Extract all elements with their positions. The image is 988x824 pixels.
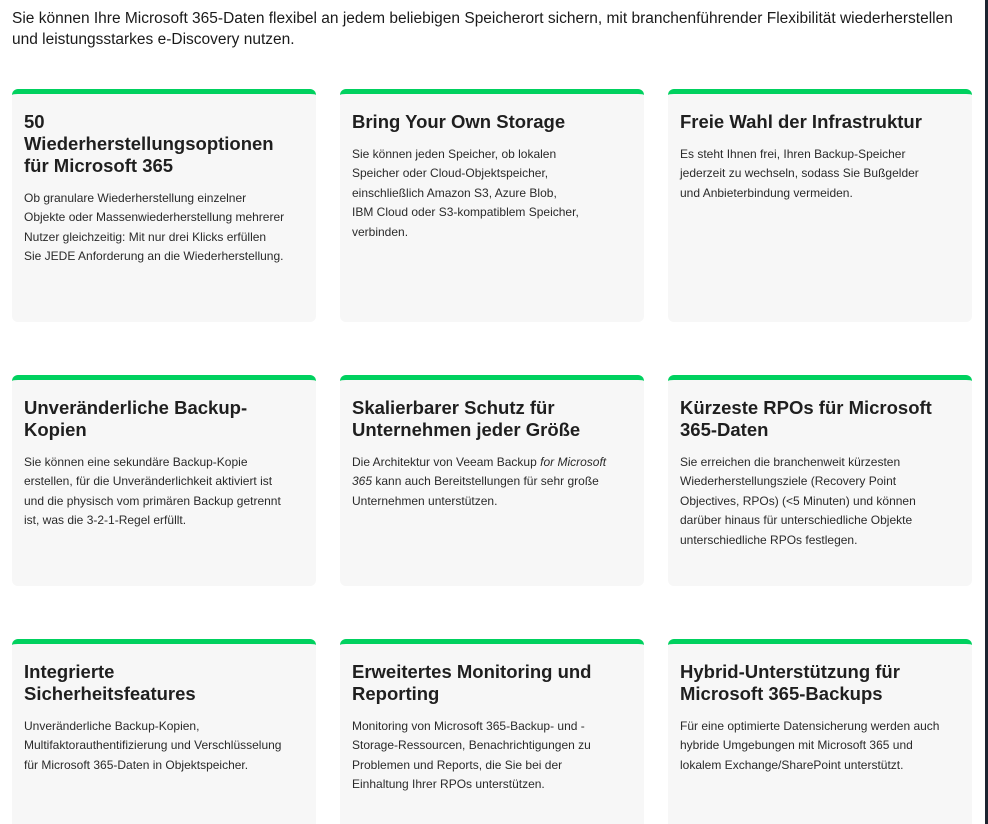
intro-text: Sie können Ihre Microsoft 365-Daten flexibel an jedem beliebigen Speicherort sichern, mit branchenführender Flexibilität wiederherstellen und leistungsstarkes e-Discovery nutzen. <box>12 10 953 48</box>
feature-card <box>340 89 644 322</box>
feature-card-title: Kürzeste RPOs für Microsoft 365-Daten <box>680 397 932 440</box>
feature-card-text: Sie können eine sekundäre Backup-Kopie erstellen, für die Unveränderlichkeit aktiviert ist und die physisch vom primären Backup getrennt ist, was die 3-2-1-Regel erfüllt. <box>24 455 281 528</box>
feature-card <box>340 639 644 824</box>
feature-card-text: Monitoring von Microsoft 365-Backup- und -Storage-Ressourcen, Benachrichtigungen zu Problemen und Reports, die Sie bei der Einhaltung Ihrer RPOs unterstützen. <box>352 719 591 792</box>
feature-card-text: Ob granulare Wiederherstellung einzelner Objekte oder Massenwiederherstellung mehrerer Nutzer gleichzeitig: Mit nur drei Klicks erfüllen Sie JEDE Anforderung an die Wiederherstellung. <box>24 191 285 264</box>
feature-card-text-part: kann auch Bereitstellungen für sehr große Unternehmen unterstützen. <box>352 474 599 508</box>
feature-card <box>668 639 972 824</box>
feature-card <box>12 89 316 322</box>
feature-card-title: Skalierbarer Schutz für Unternehmen jeder Größe <box>352 397 581 440</box>
feature-card <box>668 375 972 586</box>
feature-card-title: Erweitertes Monitoring und Reporting <box>352 661 592 704</box>
feature-card-text: Sie können jeden Speicher, ob lokalen Speicher oder Cloud-Objektspeicher, einschließlich Amazon S3, Azure Blob, IBM Cloud oder S3-kompatiblem Speicher, verbinden. <box>352 147 579 239</box>
feature-card-text: Es steht Ihnen frei, Ihren Backup-Speicher jederzeit zu wechseln, sodass Sie Bußgelder und Anbieterbindung vermeiden. <box>680 147 919 200</box>
feature-card-title: 50 Wiederherstellungsoptionen für Microsoft 365 <box>24 111 274 176</box>
product-name-italic: for Microsoft 365 <box>352 455 607 489</box>
feature-card-text: Sie erreichen die branchenweit kürzesten Wiederherstellungsziele (Recovery Point Objectives, RPOs) (<5 Minuten) und können darüber hinaus für unterschiedliche Objekte unterschiedliche RPOs festlegen. <box>680 455 916 547</box>
feature-card-title: Unveränderliche Backup-Kopien <box>24 397 248 440</box>
feature-card <box>340 375 644 586</box>
feature-card-title: Freie Wahl der Infrastruktur <box>680 111 922 132</box>
feature-card-title: Hybrid-Unterstützung für Microsoft 365-Backups <box>680 661 900 704</box>
feature-card <box>12 639 316 824</box>
feature-card-title: Integrierte Sicherheitsfeatures <box>24 661 196 704</box>
feature-card-title: Bring Your Own Storage <box>352 111 566 132</box>
feature-card-text: Unveränderliche Backup-Kopien, Multifaktorauthentifizierung und Verschlüsselung für Microsoft 365-Daten in Objektspeicher. <box>24 719 282 772</box>
feature-card <box>668 89 972 322</box>
feature-card-text: Für eine optimierte Datensicherung werden auch hybride Umgebungen mit Microsoft 365 und lokalem Exchange/SharePoint unterstützt. <box>680 719 940 772</box>
feature-card-text <box>352 453 614 511</box>
feature-card <box>12 375 316 586</box>
feature-card-text-part: Die Architektur von Veeam Backup <box>352 455 541 469</box>
